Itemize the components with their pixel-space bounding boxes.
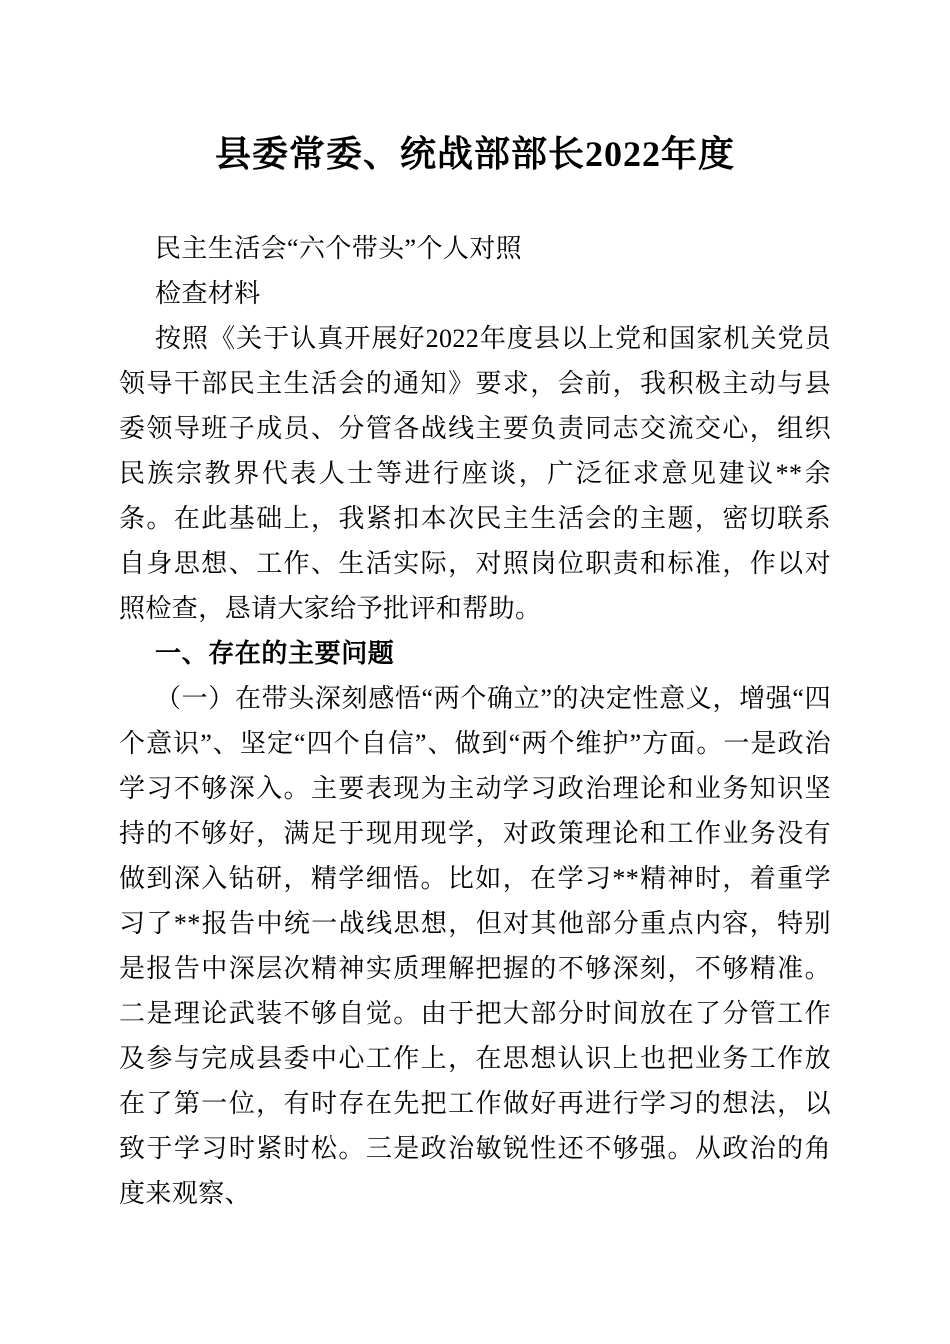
section-heading-main-problems: 一、存在的主要问题 bbox=[155, 638, 395, 668]
subtitle-line-2: 检查材料 bbox=[155, 279, 261, 308]
section-1-paragraph: （一）在带头深刻感悟“两个确立”的决定性意义，增强“四个意识”、坚定“四个自信”、做到“两个维护”方面。一是政治学习不够深入。主要表现为主动学习政治理论和业务知识坚持的不够好，满足于现用现学，对政策理论和工作业务没有做到深入钻研，精学细悟。比如，在学习**精神时，着重学习了**报告中统一战线思想，但对其他部分重点内容，特别是报告中深层次精神实质理解把握的不够深刻，不够精准。二是理论武装不够自觉。由于把大部分时间放在了分管工作及参与完成县委中心工作上，在思想认识上也把业务工作放在了第一位，有时存在先把工作做好再进行学习的想法，以致于学习时紧时松。三是政治敏锐性还不够强。从政治的角度来观察、 bbox=[119, 684, 831, 1208]
document-title: 县委常委、统战部部长2022年度 bbox=[214, 134, 735, 174]
intro-paragraph: 按照《关于认真开展好2022年度县以上党和国家机关党员领导干部民主生活会的通知》要求，会前，我积极主动与县委领导班子成员、分管各战线主要负责同志交流交心，组织民族宗教界代表人士等进行座谈，广泛征求意见建议**余条。在此基础上，我紧扣本次民主生活会的主题，密切联系自身思想、工作、生活实际，对照岗位职责和标准，作以对照检查，恳请大家给予批评和帮助。 bbox=[119, 324, 831, 623]
subtitle-line-1: 民主生活会“六个带头”个人对照 bbox=[155, 234, 523, 263]
